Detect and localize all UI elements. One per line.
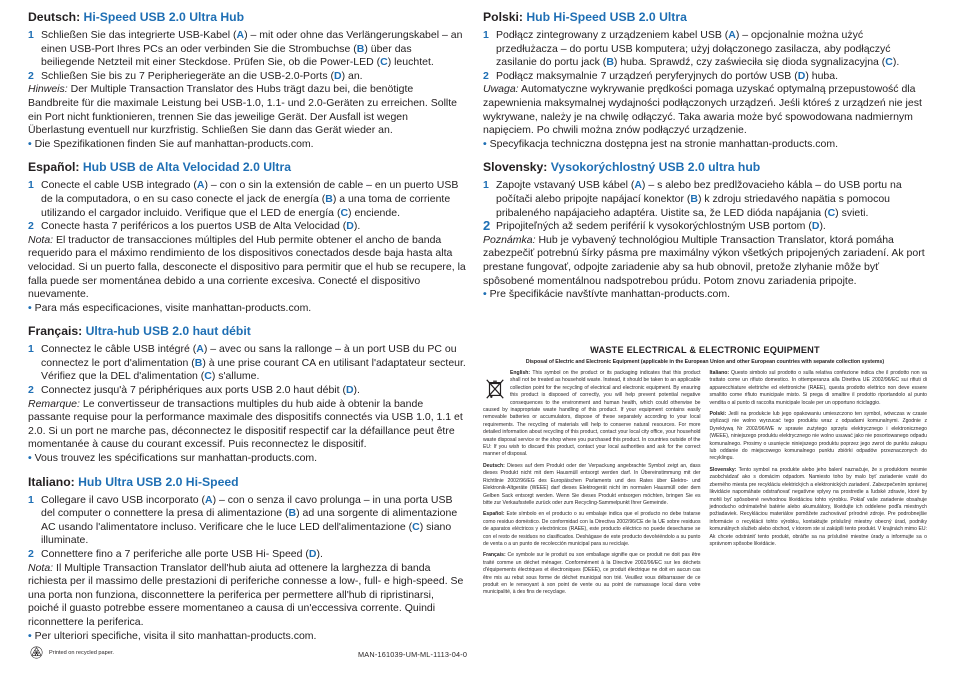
step-text: ) à une prise courant CA en utilisant l'adaptateur secteur. Vérifiez que la DEL d'alimentation (	[41, 356, 466, 383]
spec-bullet	[28, 630, 466, 644]
weee-columns	[483, 370, 927, 601]
callout-b: B	[325, 192, 333, 205]
spec-bullet	[28, 138, 466, 152]
callout-d: D	[811, 220, 820, 233]
section-title: Hi-Speed USB 2.0 Ultra Hub	[83, 10, 245, 24]
weee-deutsch	[483, 463, 701, 507]
bullet-dot: •	[483, 137, 487, 150]
note	[483, 83, 927, 137]
section-francais	[28, 324, 466, 465]
lang-label: Slovensky:	[483, 160, 548, 175]
section-title: Hub USB de Alta Velocidad 2.0 Ultra	[82, 160, 291, 175]
callout-d: D	[346, 220, 354, 233]
step-text: ) an.	[341, 69, 363, 82]
heading-italiano	[28, 475, 466, 490]
weee-lang-label: Polski:	[709, 411, 727, 418]
weee-text: Este símbolo en el producto o su embalaje indica que el producto no debe tratarse como residuo doméstico. De conformidad con la Directiva 2002/96/CE de la UE sobre residuos de aparatos eléctricos y electrónicos (RAEE), este producto eléctrico no puede desecharse se con el resto de residuos no clasificados. Deshágase de este producto devolviéndolo a su punto de venta o a un punto de recolección municipal para su reciclaje.	[483, 511, 701, 547]
step-text: Collegare il cavo USB incorporato (	[41, 493, 205, 506]
step-1	[28, 179, 466, 220]
callout-b: B	[194, 356, 203, 369]
recycled-paper-note: Printed on recycled paper.	[49, 649, 114, 656]
step-1	[483, 179, 927, 220]
note-label: Poznámka:	[483, 233, 536, 246]
step-number: 1	[28, 179, 34, 192]
step-text: Podłącz zintegrowany z urządzeniem kabel USB (	[496, 29, 729, 41]
recycle-icon	[30, 646, 43, 659]
callout-d: D	[308, 548, 317, 560]
note	[28, 562, 466, 630]
step-text: Pripojiteľných až sedem periférií k vysokorýchlostným USB portom (	[496, 220, 812, 233]
note	[28, 83, 466, 137]
callout-d: D	[333, 69, 342, 82]
step-text: Conecte hasta 7 periféricos a los puertos USB de Alta Velocidad (	[41, 220, 347, 233]
weee-english	[483, 370, 701, 459]
step-text: ) – avec ou sans la rallonge – à un port USB du PC ou connectez le port d'alimentation (	[41, 343, 457, 369]
step-number: 2	[28, 69, 34, 82]
section-deutsch	[28, 10, 466, 151]
step-text: Schließen Sie das integrierte USB-Kabel (	[41, 29, 237, 41]
section-espanol	[28, 160, 466, 315]
step-text: ) über das beiliegende Netzteil mit einer Steckdose. Prüfen Sie, ob die Power-LED (	[41, 42, 412, 69]
step-text: ) – mit oder ohne das Verlängerungskabel – an einen USB-Port Ihres PCs an oder verbinden Sie die Strombuchse (	[41, 29, 463, 55]
step-text: Podłącz maksymalnie 7 urządzeń peryferyjnych do portów USB (	[496, 69, 798, 82]
bullet-text: Para más especificaciones, visite manhattan-products.com.	[31, 301, 312, 314]
callout-c: C	[827, 206, 836, 219]
note-text: Automatyczne wykrywanie prędkości pomaga uzyskać optymalną przepustowość dla zapewnienia maksymalnej wydajności podłączonych urządzeń. Jeśli któreś z urządzeń nie jest wykrywane, należy je na chwilę odłączyć. Taka awaria może być spowodowana nadmiernym napięciem. Po chwili można znów podłączyć urządzenie.	[483, 83, 922, 137]
section-title: Hub Ultra USB 2.0 Hi-Speed	[78, 474, 239, 489]
step-number: 2	[483, 218, 491, 234]
left-column	[28, 10, 466, 652]
bullet-dot: •	[28, 301, 32, 314]
step-text: Conecte el cable USB integrado (	[41, 179, 197, 192]
step-number: 2	[28, 220, 34, 233]
weee-lang-label: English:	[510, 370, 531, 376]
step-2	[483, 70, 927, 84]
step-number: 2	[28, 548, 34, 560]
spec-bullet	[28, 452, 466, 466]
note-text: Le convertisseur de transactions multiples du hub aide à obtenir la bande passante requise pour la performance maximale des dispositifs connectés via USB 1.0, 1.1 et 2.0. Si un port ne marche pas, déconnectez le dispositif respectif car la défaillance peut être momentanée à cause du courant excessif. Puis reconnectez le dispositif.	[28, 397, 463, 451]
callout-b: B	[356, 42, 365, 55]
callout-a: A	[205, 493, 213, 506]
bullet-dot: •	[28, 137, 32, 150]
weee-italiano	[710, 370, 928, 407]
weee-lang-label: Deutsch:	[483, 462, 505, 469]
callout-a: A	[196, 179, 205, 192]
note	[28, 234, 466, 302]
note-label: Nota:	[28, 233, 54, 246]
callout-c: C	[340, 206, 349, 219]
lang-label: Français:	[28, 324, 83, 339]
weee-column-left	[483, 370, 701, 601]
step-text: Zapojte vstavaný USB kábel (	[496, 179, 635, 192]
callout-d: D	[345, 384, 354, 397]
weee-subtitle: Disposal of Electric and Electronic Equipment (applicable in the European Union and other European countries with separate collection systems)	[525, 359, 885, 365]
lang-label: Polski:	[483, 10, 523, 24]
step-number: 1	[28, 493, 34, 506]
step-text: Connectez jusqu'à 7 périphériques aux ports USB 2.0 haut débit (	[41, 384, 346, 397]
bullet-dot: •	[483, 288, 487, 301]
heading-polski	[483, 10, 927, 25]
callout-b: B	[606, 56, 614, 69]
spec-bullet	[483, 138, 927, 152]
lang-label: Italiano:	[28, 474, 75, 489]
step-text: ) svieti.	[835, 206, 869, 219]
bullet-text: Per ulteriori specifiche, visita il sito manhattan-products.com.	[31, 629, 317, 642]
weee-espanol	[483, 511, 701, 548]
step-text: ) s'allume.	[211, 370, 260, 383]
step-text: ) huba. Sprawdź, czy zaświeciła się dioda sygnalizacyjna (	[613, 56, 886, 69]
step-2	[28, 384, 466, 398]
callout-b: B	[288, 507, 297, 520]
step-text: ) siano illuminate.	[41, 520, 452, 547]
step-1	[28, 343, 466, 384]
step-1	[28, 494, 466, 548]
weee-text: Dieses auf dem Produkt oder der Verpackung angebrachte Symbol zeigt an, dass dieses Produkt nicht mit dem Hausmüll entsorgt werden darf. In Übereinstimmung mit der Richtlinie 2002/96/EG des Europäischen Parlaments und des Rates über Elektro- und Elektronik-Altgeräte (WEEE) darf dieses Elektrogerät nicht im normalen Hausmüll oder dem Gelben Sack entsorgt werden. Wenn Sie dieses Produkt entsorgen möchten, bringen Sie es bitte zur Verkaufsstelle zurück oder zum Recycling-Sammelpunkt Ihrer Gemeinde.	[483, 462, 701, 506]
bullet-text: Die Spezifikationen finden Sie auf manhattan-products.com.	[31, 137, 314, 150]
note-text: El traductor de transacciones múltiples del Hub permite obtener el ancho de banda requerido para el máximo rendimiento de los dispositivos conectados desde baja hasta alta velocidad. Si un puerto falla, desconecte el dispositivo para permitir que el hub se recupere, la falla puede ser momentánea debido a una corriente excesiva. Conecté el dispositivo nuevamente.	[28, 233, 466, 301]
step-text: ) k zdroju striedavého napätia s pomocou pribaleného napájacieho adaptéra. Uistite sa, že LED dióda napájania (	[496, 192, 890, 219]
step-text: Connettere fino a 7 periferiche alle porte USB Hi- Speed (	[41, 548, 309, 560]
bullet-text: Specyfikacja techniczna dostępna jest na stronie manhattan-products.com.	[486, 137, 839, 150]
weee-slovensky	[710, 467, 928, 548]
weee-section	[483, 345, 927, 601]
note-label: Uwaga:	[483, 83, 519, 96]
note-label: Hinweis:	[28, 83, 68, 96]
step-number: 1	[483, 179, 489, 192]
callout-c: C	[380, 56, 388, 69]
step-text: ).	[353, 220, 361, 233]
callout-c: C	[204, 370, 212, 383]
note-label: Nota:	[28, 561, 54, 574]
step-text: ) – s alebo bez predlžovacieho kábla – do USB portu na počítači alebo pripojte napájací konektor (	[496, 179, 902, 205]
weee-column-right	[710, 370, 928, 601]
step-number: 2	[28, 384, 34, 397]
heading-espanol	[28, 160, 466, 175]
weee-lang-label: Slovensky:	[709, 466, 737, 473]
step-2	[28, 220, 466, 234]
weee-francais	[483, 552, 701, 596]
callout-b: B	[690, 192, 698, 205]
right-column	[483, 10, 927, 311]
note-text: Der Multiple Transaction Translator des Hubs trägt dazu bei, die benötigte Bandbreite für die maximale Leistung bei USB-1.0, 1.1- und 2.0-Geräten zu erreichen. Sollte ein Port nicht funktionieren, trennen Sie das jeweilige Gerät. Der Ausfall ist wegen Überlastung eventuell nur kurzfristig. Schließen Sie dann das Gerät wieder an.	[28, 83, 457, 137]
step-2	[483, 220, 927, 234]
step-text: ) leuchtet.	[387, 56, 434, 69]
bullet-dot: •	[28, 452, 32, 465]
heading-deutsch	[28, 10, 466, 25]
section-italiano	[28, 475, 466, 644]
step-2	[28, 70, 466, 84]
step-text: ) – con o sin la extensión de cable – en un puerto USB de la computadora, o en su caso conecte el jack de energía (	[41, 179, 459, 205]
step-number: 1	[28, 29, 34, 41]
weee-text: Ce symbole sur le produit ou son emballage signifie que ce produit ne doit pas être traité comme un déchet ménager. Conformément à la Directive 2002/96/EC sur les déchets d'équipements électriques et électroniques (DEEE), ce produit électrique ne doit en aucun cas être mis au rebut sous forme de déchet municipal non trié. Veuillez vous débarrasser de ce produit en le renvoyant à son point de vente ou au point de ramassage local dans votre municipalité, à des fins de recyclage.	[483, 552, 701, 596]
callout-a: A	[728, 29, 736, 41]
callout-a: A	[236, 29, 245, 41]
heading-francais	[28, 324, 466, 339]
section-title: Hub Hi-Speed USB 2.0 Ultra	[526, 10, 687, 24]
section-slovensky	[483, 160, 927, 301]
note-text: Il Multiple Transaction Translator dell'hub aiuta ad ottenere la larghezza di banda richiesta per il massimo delle prestazioni di periferiche connesse a low-, full- e high-speed. Se una porta non funziona, disconnettere la periferica per permettere all'hub di ripristinarsi, poiché il guasto potrebbe essere momentaneo a causa di un'eccessiva corrente. Quindi riconnettere la periferica.	[28, 561, 464, 628]
step-text: Connectez le câble USB intégré (	[41, 343, 197, 356]
step-text: ) – con o senza il cavo prolunga – in una porta USB del computer o connettere la presa di alimentazione (	[41, 493, 453, 520]
step-text: ).	[892, 56, 900, 69]
step-number: 2	[483, 69, 489, 82]
step-2	[28, 548, 466, 562]
step-text: Schließen Sie bis zu 7 Peripheriegeräte an die USB-2.0-Ports (	[41, 69, 334, 82]
step-text: ) ad una sorgente di alimentazione AC usando l'alimentatore incluso. Verificare che le luce LED dell'alimentazione (	[41, 507, 458, 533]
bullet-dot: •	[28, 629, 32, 642]
bullet-text: Pre špecifikácie navštívte manhattan-products.com.	[486, 288, 731, 301]
section-title: Ultra-hub USB 2.0 haut débit	[85, 324, 251, 339]
step-text: ) enciende.	[348, 206, 400, 219]
step-text: ) huba.	[805, 69, 839, 82]
section-polski	[483, 10, 927, 151]
crossed-out-wheelie-bin-icon	[484, 378, 506, 400]
document-code: MAN-161039-UM-ML-1113-04-0	[358, 650, 468, 659]
heading-slovensky	[483, 160, 927, 175]
weee-text: Jeśli na produkcie lub jego opakowaniu umieszczono ten symbol, wówczas w czasie utylizacji nie wolno wyrzucać tego produktu wraz z odpadami komunalnymi. Zgodnie z Dyrektywą Nr 2002/96/WE w sprawie zużytego sprzętu elektrycznego i elektronicznego (WEEE), niniejszego produktu elektrycznego nie wolno usuwać jako nie posortowanego odpadu komunalnego. Prosimy o usunięcie niniejszego produktu poprzez jego zwrot do punktu zakupu lub oddanie do miejscowego komunalnego punktu zbiórki odpadów przeznaczonych do recyklingu.	[709, 411, 927, 462]
note-label: Remarque:	[28, 397, 80, 410]
step-1	[483, 29, 927, 70]
lang-label: Deutsch:	[28, 10, 81, 24]
weee-lang-label: Italiano:	[709, 370, 730, 376]
lang-label: Español:	[28, 160, 80, 175]
callout-a: A	[196, 343, 204, 356]
weee-polski	[710, 411, 928, 463]
note	[28, 398, 466, 452]
spec-bullet	[483, 288, 927, 302]
callout-c: C	[885, 56, 893, 69]
step-number: 1	[28, 343, 34, 356]
section-title: Vysokorýchlostný USB 2.0 ultra hub	[550, 160, 761, 175]
weee-title: WASTE ELECTRICAL & ELECTRONIC EQUIPMENT	[590, 345, 820, 355]
weee-text: This symbol on the product or its packaging indicates that this product shall not be treated as household waste. Instead, it should be taken to an applicable collection point for the recycling of electrical and electronic equipment. By ensuring this product is disposed of correctly, you will help prevent potential negative consequences to the environment and human health, which could otherwise be caused by inappropriate waste handling of this product. If your equipment contains easily removable batteries or accumulators, dispose of these separately according to your local requirements. The recycling of materials will help to conserve natural resources. For more detailed information about recycling of this product, contact your local city office, your household waste disposal service or the shop where you purchased this product. In countries outside of the EU: If you wish to discard this product, contact your local authorities and ask for the correct manner of disposal.	[483, 370, 701, 458]
spec-bullet	[28, 302, 466, 316]
step-text: ).	[316, 548, 323, 560]
weee-text: Questo simbolo sul prodotto o sulla relativa confezione indica che il prodotto non va trattato come un rifiuto domestico. In ottemperanza alla Direttiva UE 2002/96/EC sui rifiuti di apparecchiature elettriche ed elettroniche (RAEE), questa prodotto elettrico non deve essere smaltito come rifiuto municipale misto. Si prega di smaltire il prodotto riportandolo al punto vendita o al punto di raccolta municipale locale per un opportuno riciclaggio.	[709, 370, 927, 406]
callout-a: A	[634, 179, 642, 192]
step-text: ).	[353, 384, 360, 397]
footer-recycled	[30, 646, 114, 659]
step-number: 1	[483, 29, 489, 41]
step-text: ) a una toma de corriente utilizando el cargador incluido. Verifique que el LED de energía (	[41, 192, 451, 219]
weee-text: Tento symbol na produkte alebo jeho balení naznačuje, že s produktom nesmie zaobchádzať ako s domácim odpadom. Namiesto toho by malo byť zariadenie vzaté do zberného miesta pre recykláciu elektrických a elektronických zariadení. Zabezpečením správnej likvidácie napomáhate odstraňovať negatívne vplyvy na prostredie a ľudské zdravie, ktoré by mohli byť spôsobené nevhodnou likvidáciou tohto výrobku. Pokiaľ vaše zariadenie obsahuje jednoducho odnímateľné batérie alebo akumulátory, likvidujte ich oddelene podľa miestnych požiadaviek. Recykláciou materiálov pomôžete zachovávať prírodné zdroje. Pre podrobnejšie informácie o recyklácii tohto výrobku, kontaktujte príslušný miestny obecný úrad, podniky komunálnych služieb alebo obchod, v ktorom ste si zakúpili tento produkt. V krajinách mimo EU: Ak chcete odstrániť tento produkt, obráťte sa na príslušné miestne úrady a informujte sa o správnom spôsobe likvidácie.	[709, 466, 927, 547]
weee-lang-label: Español:	[483, 511, 505, 518]
note	[483, 234, 927, 288]
weee-lang-label: Français:	[483, 552, 506, 559]
step-text: ).	[819, 220, 826, 233]
step-text: ) – opcjonalnie można użyć przedłużacza – do portu USB komputera; użyj dołączonego zasilacza, aby podłączyć zasilanie do portu jack (	[496, 29, 891, 69]
note-text: Hub je vybavený technológiou Multiple Transaction Translator, ktorá pomáha zabezpečiť potrebnú šírky pásma pre maximálny výkon všetkých pripojených zariadení. Ak port prestane fungovať, odpojte zariadenie aby sa hub obnovil, pretože zlyhanie môže byť spôsobené momentálnou nadspotrebou prúdu. Potom znovu zariadenia pripojte.	[483, 233, 925, 287]
callout-d: D	[797, 69, 806, 82]
bullet-text: Vous trouvez les spécifications sur manhattan-products.com.	[31, 452, 318, 465]
step-1	[28, 29, 466, 70]
callout-c: C	[412, 520, 420, 533]
